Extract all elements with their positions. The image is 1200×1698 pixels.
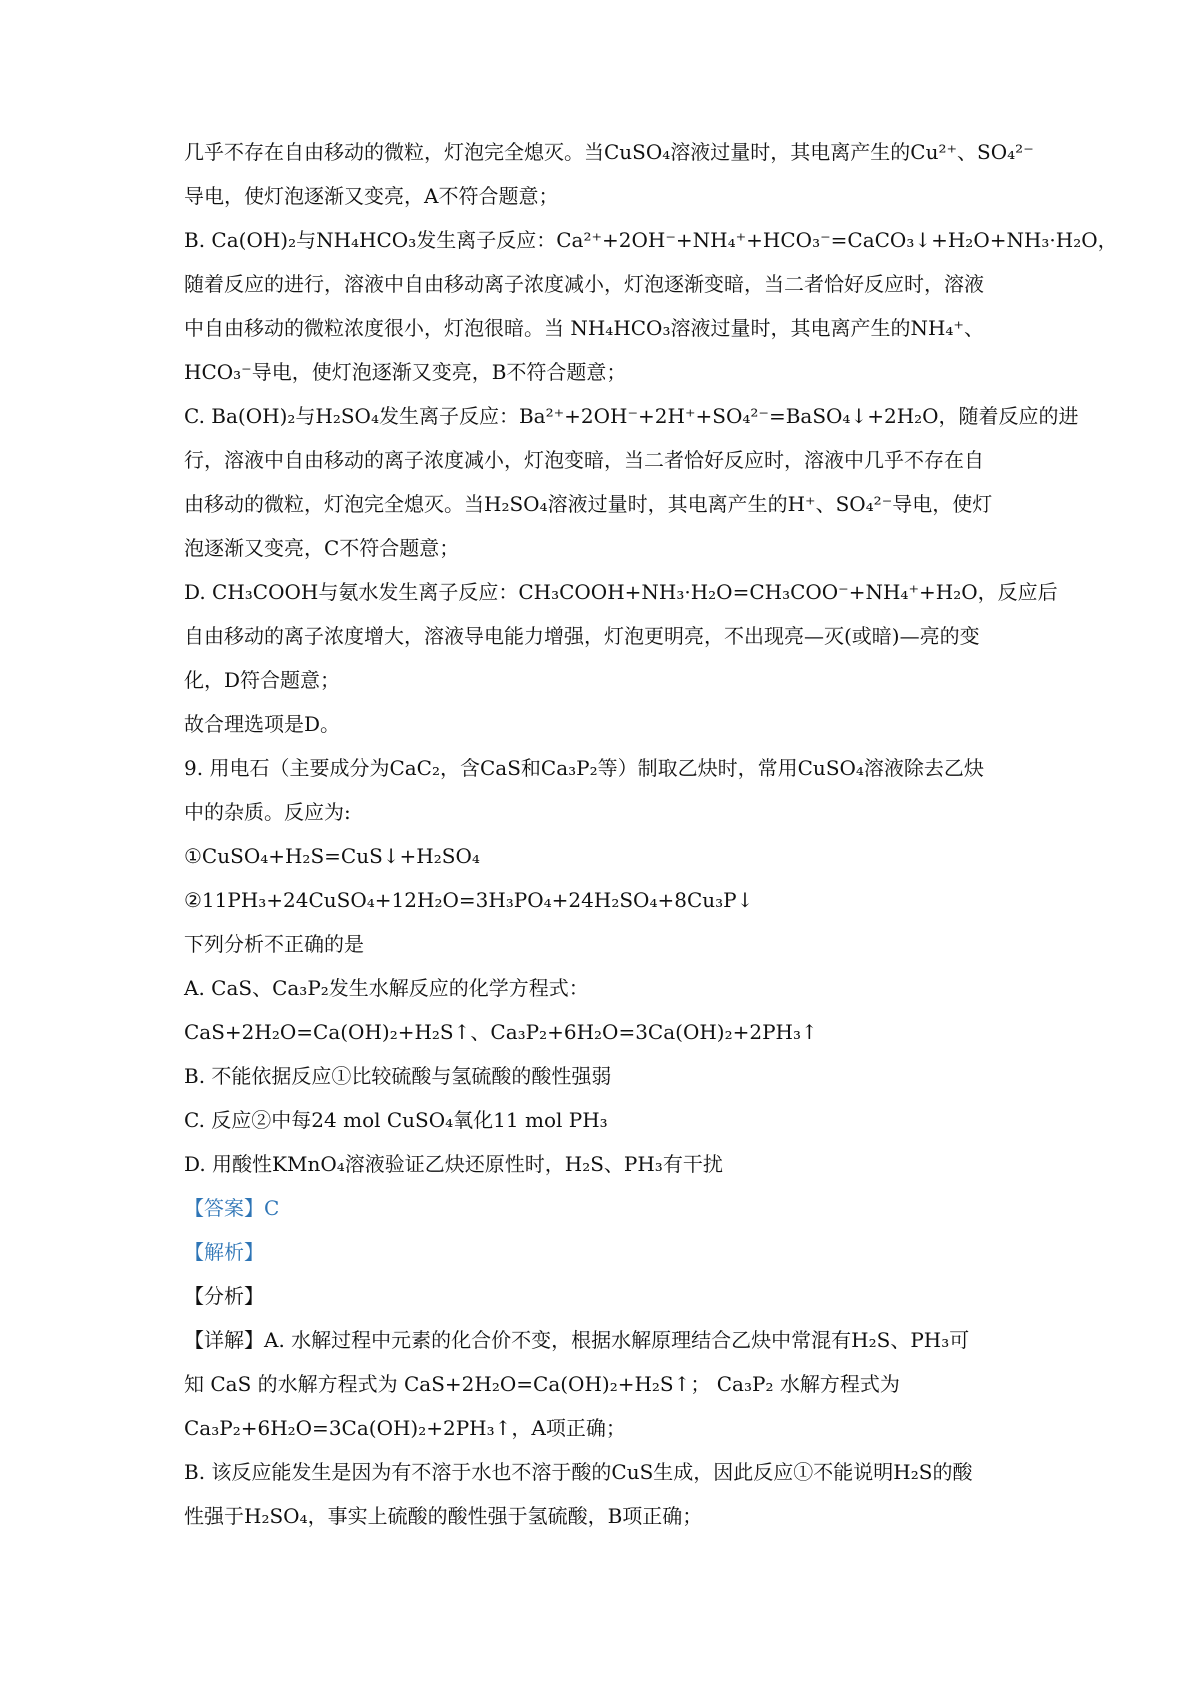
- text-line: C. Ba(OH)₂与H₂SO₄发生离子反应：Ba²⁺+2OH⁻+2H⁺+SO₄²⁻=BaSO₄↓+2H₂O，随着反应的进: [184, 404, 1079, 428]
- text-line: HCO₃⁻导电，使灯泡逐渐又变亮，B不符合题意；: [184, 360, 627, 384]
- question-line: 9. 用电石（主要成分为CaC₂，含CaS和Ca₃P₂等）制取乙炔时，常用CuSO₄溶液除去乙炔: [184, 756, 984, 780]
- question-prompt: 下列分析不正确的是: [184, 932, 364, 956]
- detail-line: Ca₃P₂+6H₂O=3Ca(OH)₂+2PH₃↑，A项正确；: [184, 1416, 626, 1440]
- text-line: B. Ca(OH)₂与NH₄HCO₃发生离子反应：Ca²⁺+2OH⁻+NH₄⁺+HCO₃⁻=CaCO₃↓+H₂O+NH₃·H₂O，: [184, 228, 1118, 252]
- option-a-equations: CaS+2H₂O=Ca(OH)₂+H₂S↑、Ca₃P₂+6H₂O=3Ca(OH)₂+2PH₃↑: [184, 1020, 818, 1044]
- text-line: 泡逐渐又变亮，C不符合题意；: [184, 536, 460, 560]
- detail-line: B. 该反应能发生是因为有不溶于水也不溶于酸的CuS生成，因此反应①不能说明H₂S的酸: [184, 1460, 973, 1484]
- option-c: C. 反应②中每24 mol CuSO₄氧化11 mol PH₃: [184, 1108, 608, 1132]
- text-line: 由移动的微粒，灯泡完全熄灭。当H₂SO₄溶液过量时，其电离产生的H⁺、SO₄²⁻导电，使灯: [184, 492, 993, 516]
- text-line: 几乎不存在自由移动的微粒，灯泡完全熄灭。当CuSO₄溶液过量时，其电离产生的Cu²⁺、SO₄²⁻: [184, 140, 1034, 164]
- reaction-1: ①CuSO₄+H₂S=CuS↓+H₂SO₄: [184, 844, 480, 868]
- option-a: A. CaS、Ca₃P₂发生水解反应的化学方程式：: [184, 976, 589, 1000]
- text-line: 导电，使灯泡逐渐又变亮，A不符合题意；: [184, 184, 559, 208]
- analysis-label: 【解析】: [184, 1240, 264, 1264]
- detail-line: 知 CaS 的水解方程式为 CaS+2H₂O=Ca(OH)₂+H₂S↑； Ca₃P₂ 水解方程式为: [184, 1372, 900, 1396]
- question-line: 中的杂质。反应为:: [184, 800, 351, 824]
- text-line: 化，D符合题意；: [184, 668, 341, 692]
- text-line: 故合理选项是D。: [184, 712, 341, 736]
- breakdown-label: 【分析】: [184, 1284, 264, 1308]
- option-b: B. 不能依据反应①比较硫酸与氢硫酸的酸性强弱: [184, 1064, 612, 1088]
- text-line: 中自由移动的微粒浓度很小，灯泡很暗。当 NH₄HCO₃溶液过量时，其电离产生的NH₄⁺、: [184, 316, 984, 340]
- detail-line: 性强于H₂SO₄，事实上硫酸的酸性强于氢硫酸，B项正确；: [184, 1504, 703, 1528]
- reaction-2: ②11PH₃+24CuSO₄+12H₂O=3H₃PO₄+24H₂SO₄+8Cu₃P↓: [184, 888, 754, 912]
- text-line: 行，溶液中自由移动的离子浓度减小，灯泡变暗，当二者恰好反应时，溶液中几乎不存在自: [184, 448, 984, 472]
- option-d: D. 用酸性KMnO₄溶液验证乙炔还原性时，H₂S、PH₃有干扰: [184, 1152, 723, 1176]
- text-line: 自由移动的离子浓度增大，溶液导电能力增强，灯泡更明亮，不出现亮—灭(或暗)—亮的变: [184, 624, 980, 648]
- detail-line: 【详解】A. 水解过程中元素的化合价不变，根据水解原理结合乙炔中常混有H₂S、PH₃可: [184, 1328, 970, 1352]
- answer-label: 【答案】C: [184, 1196, 280, 1220]
- text-line: 随着反应的进行，溶液中自由移动离子浓度减小，灯泡逐渐变暗，当二者恰好反应时，溶液: [184, 272, 984, 296]
- text-line: D. CH₃COOH与氨水发生离子反应：CH₃COOH+NH₃·H₂O=CH₃COO⁻+NH₄⁺+H₂O，反应后: [184, 580, 1058, 604]
